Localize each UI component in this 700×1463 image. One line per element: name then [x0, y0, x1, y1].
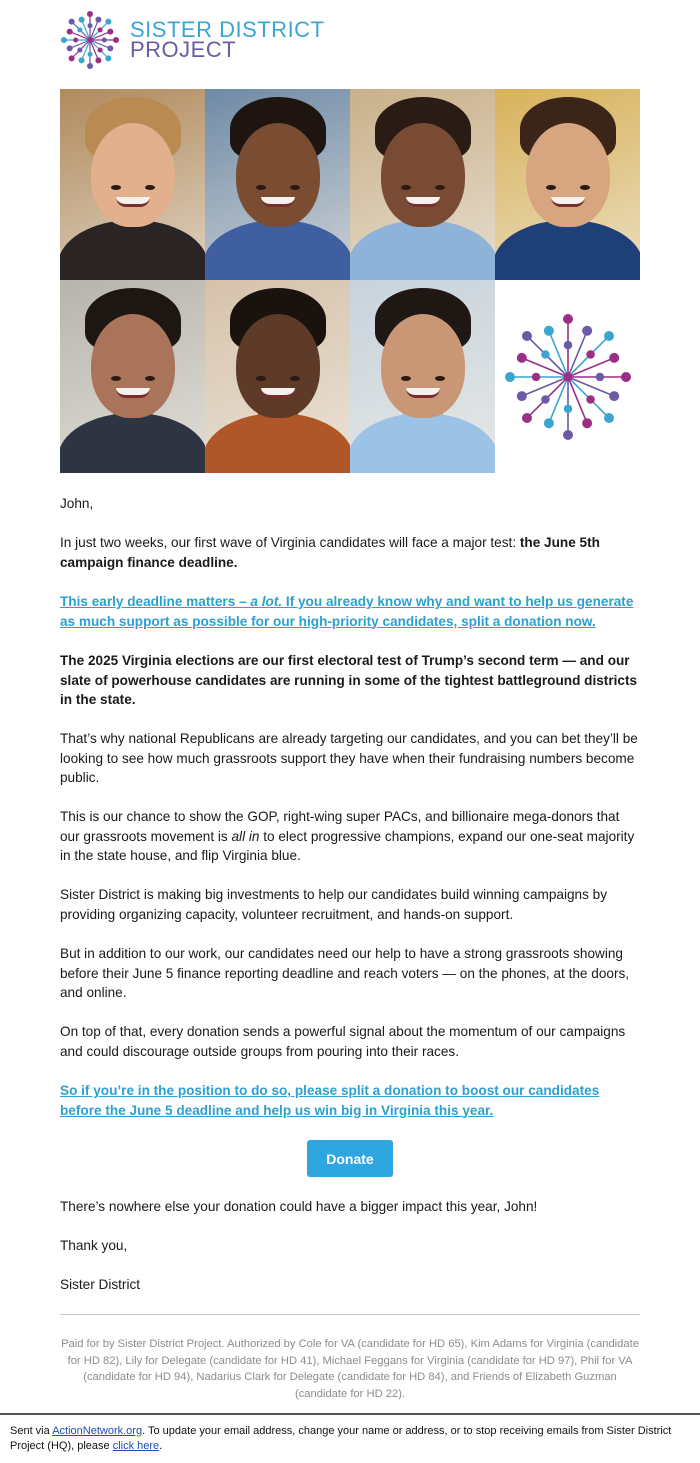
- candidate-photo-5: [60, 280, 205, 473]
- paragraph-8: On top of that, every donation sends a powerful signal about the momentum of our campaigns and could discourage outside groups from pouring into their races.: [60, 1024, 626, 1059]
- email-footer: Sent via ActionNetwork.org. To update your email address, change your name or address, or to stop receiving emails from Sister District Project (HQ), please click here.: [0, 1413, 700, 1463]
- starburst-icon: [503, 312, 633, 442]
- candidate-photo-7: [350, 280, 495, 473]
- candidate-photo-2: [205, 89, 350, 280]
- candidate-photo-6: [205, 280, 350, 473]
- candidate-photo-4: [495, 89, 640, 280]
- divider: [60, 1314, 640, 1315]
- paragraph-7: But in addition to our work, our candidates need our help to have a strong grassroots showing before their June 5 finance reporting deadline and reach voters — on the phones, at the doors, and online.: [60, 946, 630, 1000]
- brand-name: [130, 17, 325, 62]
- actionnetwork-link[interactable]: ActionNetwork.org: [52, 1425, 143, 1437]
- signoff: Thank you,: [60, 1238, 128, 1253]
- brand-name-line1: SISTER DISTRICT: [130, 17, 325, 42]
- paragraph-4: That’s why national Republicans are already targeting our candidates, and you can bet they’ll be looking to see how much grassroots support they have when their fundraising numbers become public.: [60, 731, 638, 785]
- paid-for-disclaimer: Paid for by Sister District Project. Authorized by Cole for VA (candidate for HD 65), Kim Adams for Virginia (candidate for HD 82), Lily for Delegate (candidate for HD 41), Michael Feggans for Virginia (candidate for HD 97), Phil for VA (candidate for HD 94), Nadarius Clark for Delegate (candidate for HD 84), and Friends of Elizabeth Guzman (candidate for HD 22).: [61, 1338, 639, 1401]
- split-donation-link[interactable]: So if you’re in the position to do so, please split a donation to boost our candidates before the June 5 deadline and help us win big in Virginia this year.: [60, 1083, 600, 1118]
- paragraph-3: The 2025 Virginia elections are our first electoral test of Trump’s second term — and our slate of powerhouse candidates are running in some of the tightest battleground districts in the state.: [60, 653, 638, 707]
- paragraph-6: Sister District is making big investments to help our candidates build winning campaigns by providing organizing capacity, volunteer recruitment, and hands-on support.: [60, 887, 608, 922]
- candidate-photo-3: [350, 89, 495, 280]
- greeting: John,: [60, 496, 94, 511]
- brand-name-line2: PROJECT: [130, 37, 237, 62]
- paragraph-1: In just two weeks, our first wave of Virginia candidates will face a major test: the June 5th campaign finance deadline.: [60, 535, 600, 570]
- paragraph-5: This is our chance to show the GOP, right-wing super PACs, and billionaire mega-donors that our grassroots movement is all in to elect progressive champions, expand our one-seat majority in the state house, and flip Virginia blue.: [60, 809, 635, 863]
- paragraph-10: There’s nowhere else your donation could have a bigger impact this year, John!: [60, 1199, 538, 1214]
- starburst-icon: [60, 10, 120, 70]
- donate-button[interactable]: Donate: [307, 1140, 393, 1177]
- signature: Sister District: [60, 1277, 141, 1292]
- candidate-photo-grid: [60, 89, 640, 473]
- early-deadline-link[interactable]: This early deadline matters – a lot. If you already know why and want to help us generate as much support as possible for our high-priority candidates, split a donation now.: [60, 594, 634, 629]
- brand-logo[interactable]: [60, 8, 325, 72]
- starburst-tile: [495, 280, 640, 473]
- click-here-link[interactable]: click here: [112, 1440, 160, 1452]
- candidate-photo-1: [60, 89, 205, 280]
